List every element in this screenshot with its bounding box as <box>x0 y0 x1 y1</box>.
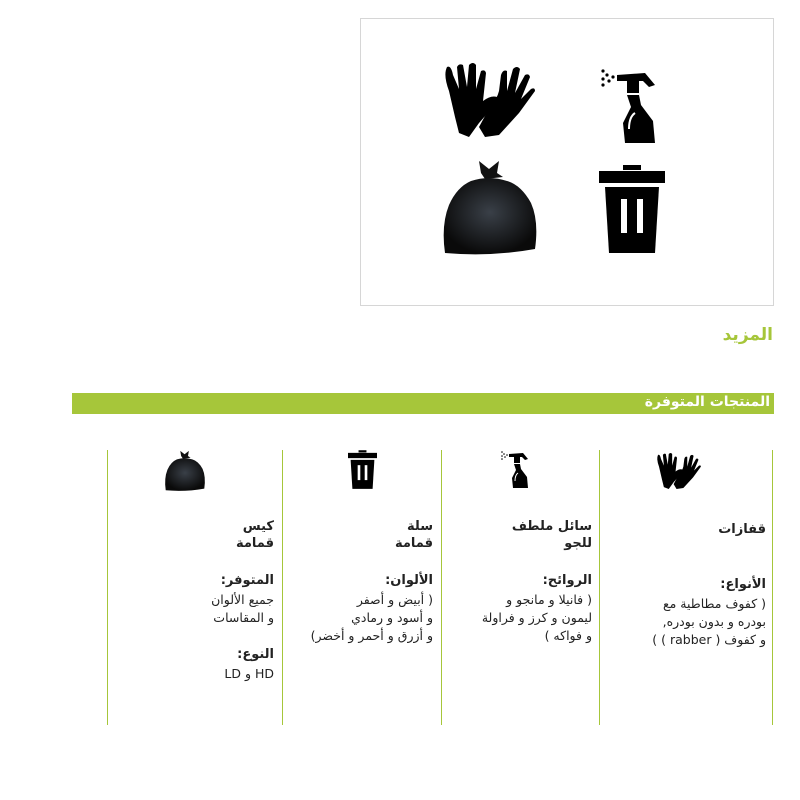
section-header-bar <box>72 393 774 414</box>
product-name <box>395 518 433 552</box>
attribute-label: الروائح: <box>542 573 592 588</box>
gloves-icon <box>654 452 702 490</box>
product-name <box>236 518 274 552</box>
attribute-value: جميع الألوان و المقاسات <box>211 592 274 625</box>
product-name-line2: قمامة <box>235 536 274 551</box>
attribute-label: النوع: <box>237 647 274 662</box>
product-name <box>512 518 592 552</box>
product-name-line1: سلة <box>407 519 433 534</box>
product-card-air-freshener[interactable] <box>442 450 596 725</box>
product-name <box>718 521 766 538</box>
attribute-label: الأنواع: <box>720 577 766 592</box>
product-card-garbage-bag[interactable] <box>108 450 278 725</box>
attribute-label: المتوفر: <box>220 573 274 588</box>
product-name-line1: كيس <box>242 519 274 534</box>
product-name-line2: للجو <box>564 536 592 551</box>
attribute-value: ( أبيض و أصفر و أسود و رمادي و أزرق و أحمر و أخضر) <box>310 592 433 643</box>
attribute-value: ( فانيلا و مانجو و ليمون و كرز و فراولة و فواكه ) <box>481 592 592 643</box>
column-divider <box>772 450 773 725</box>
spray-bottle-icon <box>500 450 530 490</box>
product-card-gloves[interactable] <box>600 450 770 725</box>
gloves-icon <box>439 61 537 139</box>
attribute-value: ( كفوف مطاطية مع بودره و بدون بودره, و كفوف ( rabber ) ) <box>652 596 766 647</box>
hero-image <box>360 18 774 306</box>
trash-bin-icon <box>348 450 377 490</box>
attribute-label: الألوان: <box>385 573 433 588</box>
product-name-line1: قفازات <box>718 522 766 537</box>
trash-bin-icon <box>599 165 665 255</box>
spray-bottle-icon <box>599 67 659 147</box>
section-title: المنتجات المتوفرة <box>644 394 770 410</box>
more-link[interactable]: المزيد <box>722 325 773 345</box>
attribute-value: HD و LD <box>224 666 274 681</box>
product-card-trash-bin[interactable] <box>283 450 437 725</box>
product-name-line1: سائل ملطف <box>511 519 592 534</box>
product-name-line2: قمامة <box>394 536 433 551</box>
garbage-bag-icon <box>164 450 206 492</box>
garbage-bag-icon <box>441 159 539 257</box>
